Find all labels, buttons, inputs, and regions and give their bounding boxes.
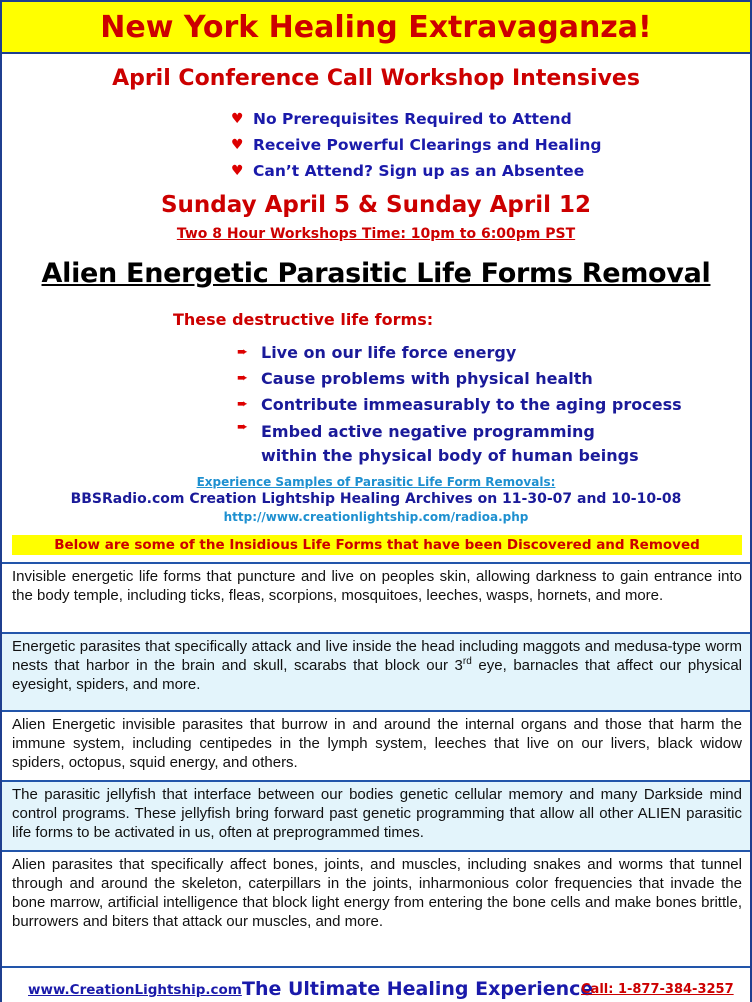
panel-organ-parasites: Alien Energetic invisible parasites that burrow in and around the internal organs and those that harm the immune system, including centipedes in the lymph system, leeches that live on our livers, black widow spiders, octopus, squid energy, and others. <box>2 710 750 780</box>
list-item: ♥ Can’t Attend? Sign up as an Absentee <box>231 162 585 180</box>
workshop-dates: Sunday April 5 & Sunday April 12 <box>160 192 592 218</box>
list-item: ➨ Cause problems with physical health <box>237 368 593 388</box>
archives-text: BBSRadio.com Creation Lightship Healing Archives on 11-30-07 and 10-10-08 <box>70 491 682 507</box>
removal-intro: These destructive life forms: <box>173 310 434 329</box>
heart-icon: ♥ <box>231 163 244 179</box>
removal-points <box>237 339 682 465</box>
phone-link[interactable]: Call: 1-877-384-3257 <box>581 982 734 997</box>
arrow-right-icon: ➨ <box>237 344 248 360</box>
arrow-right-icon: ➨ <box>237 396 248 412</box>
feature-list <box>231 106 602 184</box>
list-item: ♥ No Prerequisites Required to Attend <box>231 110 572 128</box>
discovered-heading: Below are some of the Insidious Life Forms that have been Discovered and Removed <box>54 537 700 553</box>
panel-jellyfish-parasites: The parasitic jellyfish that interface between our bodies genetic cellular memory and many Darkside mind control programs. These jellyfish bring forward past genetic programming that allow all other ALIEN parasitic life forms to be activated in us, often at preprogrammed times. <box>2 780 750 850</box>
heart-icon: ♥ <box>231 111 244 127</box>
panel-head-parasites: Energetic parasites that specifically attack and live inside the head including maggots and medusa-type worm nests that harbor in the brain and skull, scarabs that block our 3rd eye, barnacles that affect our physical eyesight, spiders, and more. <box>2 632 750 710</box>
panel-bone-parasites: Alien parasites that specifically affect bones, joints, and muscles, including snakes and worms that tunnel through and around the skeleton, caterpillars in the joints, inharmonious color frequencies that invade the bone marrow, artificial intelligence that block light energy from entering the bone cells and make bones brittle, burrowers and biters that attack our muscles, and more. <box>2 850 750 958</box>
archives-url-link[interactable]: http://www.creationlightship.com/radioa.php <box>223 510 529 524</box>
list-item: ➨ Embed active negative programming within the physical body of human beings <box>237 420 639 465</box>
list-item: ➨ Contribute immeasurably to the aging process <box>237 394 682 414</box>
top-banner <box>2 2 750 54</box>
workshop-subtitle: April Conference Call Workshop Intensives <box>112 66 640 91</box>
website-link[interactable]: www.CreationLightship.com <box>28 982 242 998</box>
event-title: New York Healing Extravaganza! <box>100 9 652 45</box>
footer <box>2 966 750 1002</box>
heart-icon: ♥ <box>231 137 244 153</box>
workshop-times: Two 8 Hour Workshops Time: 10pm to 6:00pm PST <box>176 226 576 242</box>
arrow-right-icon: ➨ <box>237 370 248 386</box>
list-item: ➨ Live on our life force energy <box>237 342 517 362</box>
removal-title: Alien Energetic Parasitic Life Forms Removal <box>41 258 711 289</box>
samples-link[interactable]: Experience Samples of Parasitic Life Form Removals: <box>196 475 556 489</box>
list-item: ♥ Receive Powerful Clearings and Healing <box>231 136 602 154</box>
panel-skin-parasites: Invisible energetic life forms that puncture and live on peoples skin, allowing darkness to gain entrance into the body temple, including ticks, fleas, scorpions, mosquitoes, leeches, wasps, hornets, and more. <box>2 562 750 632</box>
discovered-heading-bar <box>12 535 742 555</box>
arrow-right-icon: ➨ <box>237 420 248 435</box>
slogan: The Ultimate Healing Experience <box>242 978 594 1000</box>
